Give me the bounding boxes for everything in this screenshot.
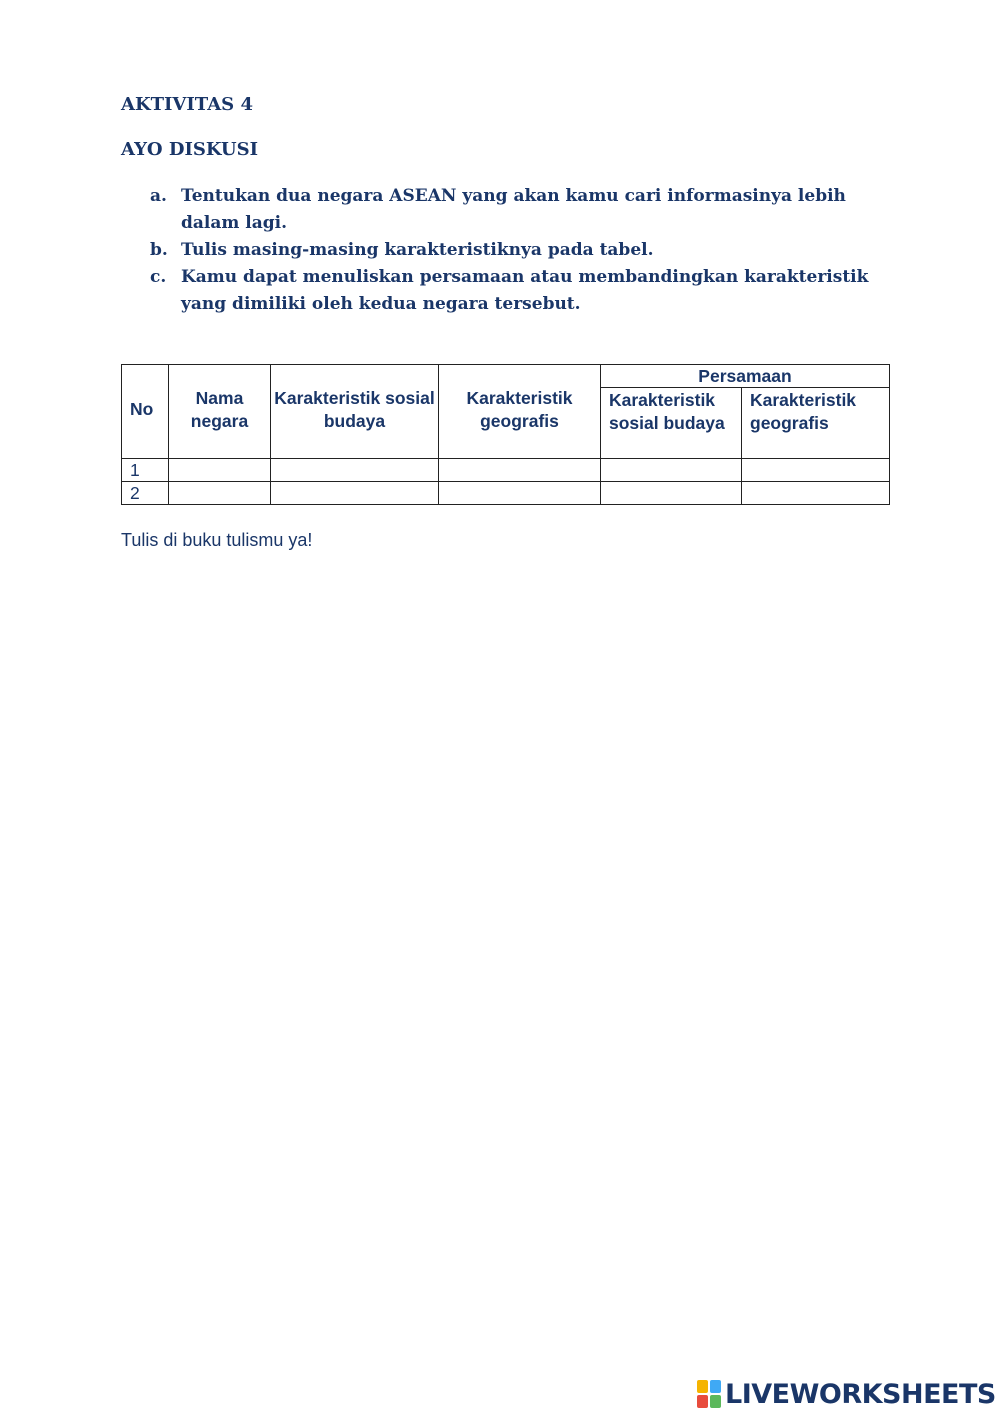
note-text: Tulis di buku tulismu ya! — [121, 530, 313, 550]
logo-block — [697, 1380, 708, 1393]
instruction-item — [150, 183, 880, 237]
header-persamaan-geografis: Karakteristik geografis — [742, 388, 890, 459]
header-persamaan-sosial-budaya: Karakteristik sosial budaya — [601, 388, 742, 459]
logo-block — [710, 1380, 721, 1393]
cell-sosial-budaya[interactable] — [271, 482, 439, 505]
instruction-text: Kamu dapat menuliskan persamaan atau membandingkan karakteristik yang dimiliki oleh kedua negara tersebut. — [181, 267, 869, 314]
header-nama-negara: Nama negara — [169, 365, 271, 459]
cell-persamaan-sosial-budaya[interactable] — [601, 459, 742, 482]
cell-persamaan-geografis[interactable] — [742, 482, 890, 505]
cell-persamaan-sosial-budaya[interactable] — [601, 482, 742, 505]
logo-block — [697, 1395, 708, 1408]
liveworksheets-logo — [697, 1377, 996, 1411]
instruction-list — [150, 183, 880, 318]
activity-title: AKTIVITAS 4 — [121, 94, 253, 115]
header-no: No — [122, 365, 169, 459]
cell-sosial-budaya[interactable] — [271, 459, 439, 482]
logo-text: LIVEWORKSHEETS — [725, 1378, 996, 1410]
instruction-marker: c. — [150, 267, 167, 287]
header-persamaan: Persamaan — [601, 365, 890, 388]
worksheet-table — [121, 364, 890, 505]
instruction-text: Tentukan dua negara ASEAN yang akan kamu cari informasinya lebih dalam lagi. — [181, 186, 846, 233]
logo-block — [710, 1395, 721, 1408]
instruction-marker: b. — [150, 240, 168, 260]
row-number: 1 — [122, 459, 169, 482]
table-row — [122, 482, 890, 505]
liveworksheets-logo-icon — [697, 1380, 721, 1408]
table-row — [122, 459, 890, 482]
cell-nama-negara[interactable] — [169, 459, 271, 482]
cell-geografis[interactable] — [439, 459, 601, 482]
header-karakteristik-geografis: Karakteristik geografis — [439, 365, 601, 459]
instruction-marker: a. — [150, 186, 167, 206]
cell-nama-negara[interactable] — [169, 482, 271, 505]
instruction-item — [150, 264, 880, 318]
cell-geografis[interactable] — [439, 482, 601, 505]
section-title: AYO DISKUSI — [121, 139, 259, 160]
instruction-item — [150, 237, 880, 264]
instruction-text: Tulis masing-masing karakteristiknya pada tabel. — [181, 240, 654, 260]
cell-persamaan-geografis[interactable] — [742, 459, 890, 482]
row-number: 2 — [122, 482, 169, 505]
header-karakteristik-sosial-budaya: Karakteristik sosial budaya — [271, 365, 439, 459]
